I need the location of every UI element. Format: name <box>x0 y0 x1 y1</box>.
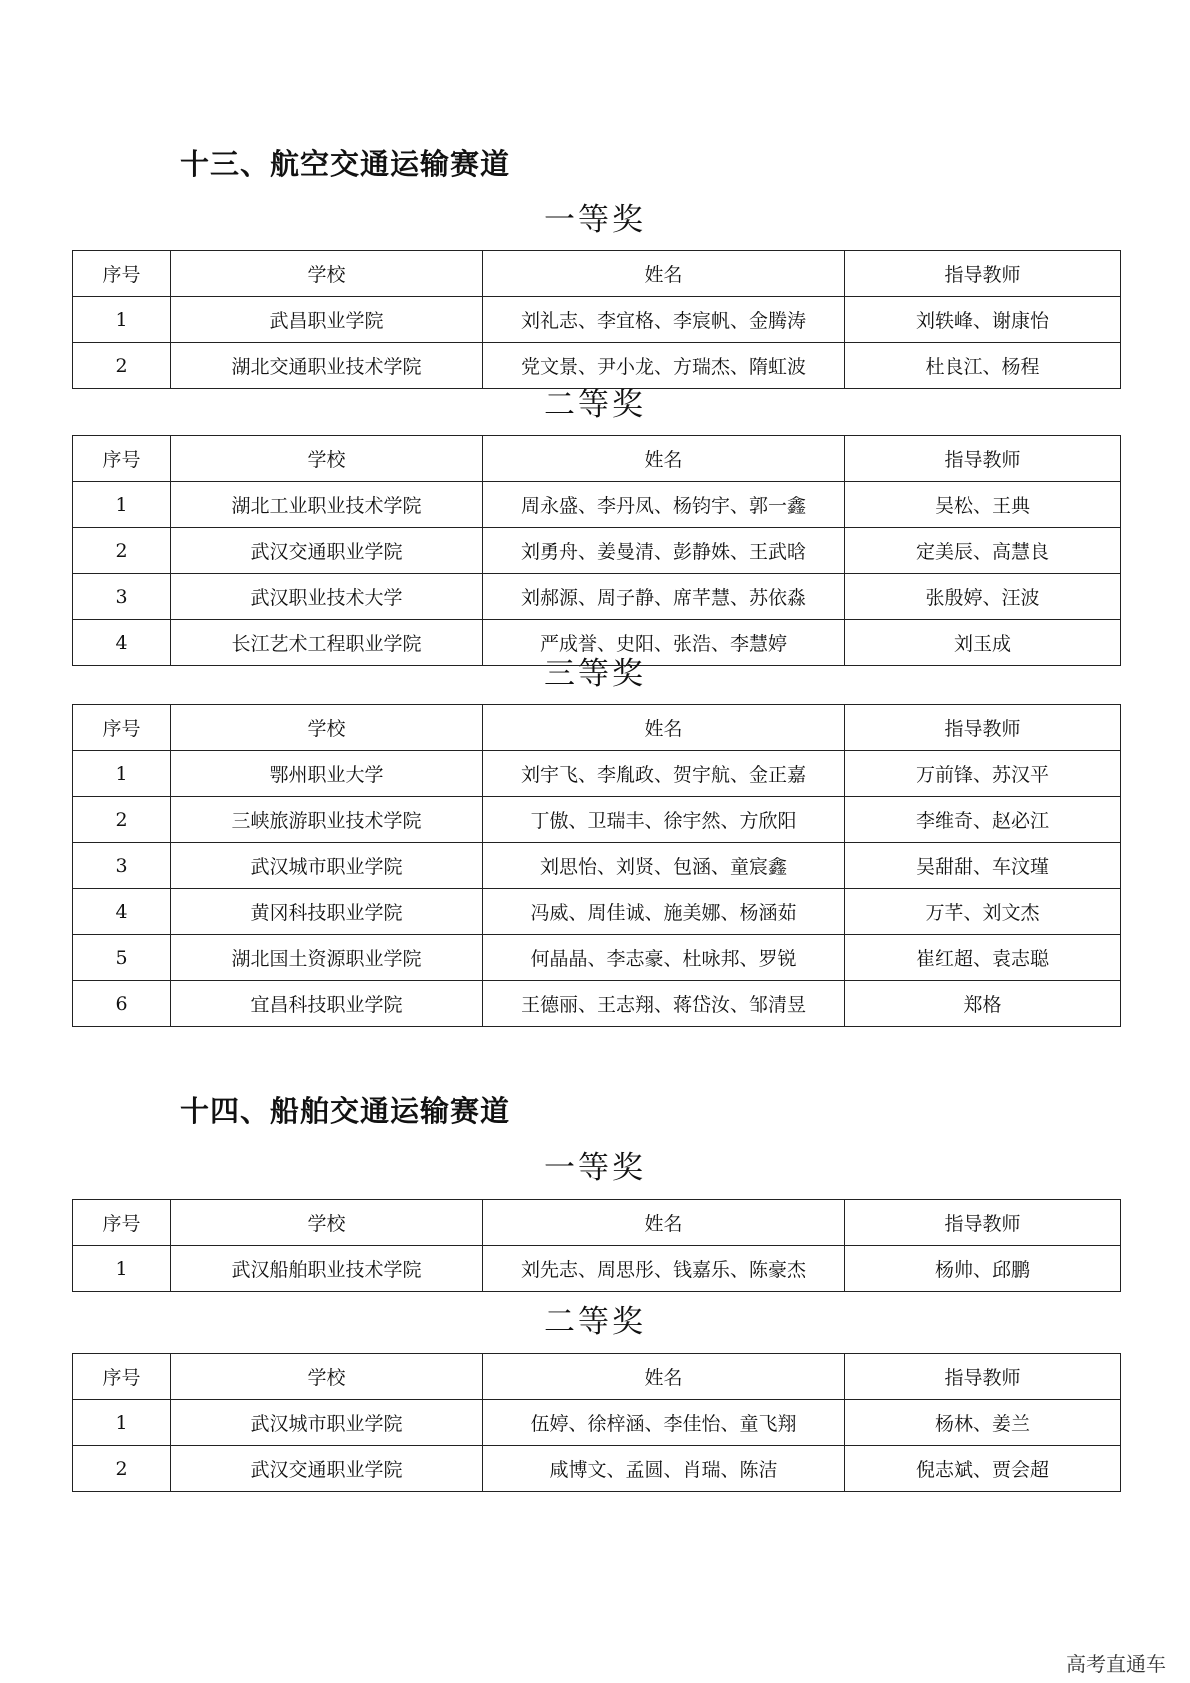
cell-teacher: 万前锋、苏汉平 <box>845 751 1121 797</box>
cell-no: 1 <box>73 751 171 797</box>
award-title: 一等奖 <box>544 202 646 238</box>
table-row <box>73 889 1121 935</box>
cell-names: 伍婷、徐梓涵、李佳怡、童飞翔 <box>483 1400 845 1446</box>
cell-names: 丁傲、卫瑞丰、徐宇然、方欣阳 <box>483 797 845 843</box>
table-row <box>73 751 1121 797</box>
cell-school: 武汉交通职业学院 <box>171 1446 483 1492</box>
cell-names: 何晶晶、李志豪、杜咏邦、罗锐 <box>483 935 845 981</box>
table-row <box>73 1400 1121 1446</box>
cell-school: 武汉城市职业学院 <box>171 843 483 889</box>
column-header-names: 姓名 <box>483 251 845 297</box>
column-header-no: 序号 <box>73 1354 171 1400</box>
cell-names: 咸博文、孟圆、肖瑞、陈洁 <box>483 1446 845 1492</box>
cell-no: 3 <box>73 843 171 889</box>
cell-no: 1 <box>73 297 171 343</box>
cell-school: 湖北工业职业技术学院 <box>171 482 483 528</box>
award-title: 二等奖 <box>544 387 646 423</box>
cell-school: 武汉船舶职业技术学院 <box>171 1246 483 1292</box>
cell-teacher: 定美辰、高慧良 <box>845 528 1121 574</box>
cell-school: 湖北国土资源职业学院 <box>171 935 483 981</box>
cell-no: 1 <box>73 482 171 528</box>
column-header-teacher: 指导教师 <box>845 251 1121 297</box>
cell-no: 2 <box>73 528 171 574</box>
cell-names: 刘思怡、刘贤、包涵、童宸鑫 <box>483 843 845 889</box>
table-header-row <box>73 436 1121 482</box>
cell-names: 刘郝源、周子静、席芊慧、苏依淼 <box>483 574 845 620</box>
cell-school: 武汉城市职业学院 <box>171 1400 483 1446</box>
column-header-school: 学校 <box>171 1354 483 1400</box>
table-header-row <box>73 705 1121 751</box>
column-header-school: 学校 <box>171 436 483 482</box>
section-title: 十四、船舶交通运输赛道 <box>180 1094 511 1128</box>
cell-school: 武昌职业学院 <box>171 297 483 343</box>
cell-no: 5 <box>73 935 171 981</box>
cell-names: 刘勇舟、姜曼清、彭静姝、王武晗 <box>483 528 845 574</box>
table-row <box>73 843 1121 889</box>
cell-names: 严成誉、史阳、张浩、李慧婷 <box>483 620 845 666</box>
cell-no: 1 <box>73 1246 171 1292</box>
watermark-text: 高考直通车 <box>1066 1652 1166 1676</box>
cell-teacher: 万芊、刘文杰 <box>845 889 1121 935</box>
award-title: 三等奖 <box>544 656 646 692</box>
cell-teacher: 张殷婷、汪波 <box>845 574 1121 620</box>
column-header-teacher: 指导教师 <box>845 1354 1121 1400</box>
table-header-row <box>73 1200 1121 1246</box>
award-title: 二等奖 <box>544 1304 646 1340</box>
table-row <box>73 935 1121 981</box>
cell-no: 2 <box>73 1446 171 1492</box>
table-row <box>73 482 1121 528</box>
award-table <box>72 704 1121 1027</box>
cell-teacher: 刘轶峰、谢康怡 <box>845 297 1121 343</box>
award-title: 一等奖 <box>544 1150 646 1186</box>
table-row <box>73 343 1121 389</box>
table-row <box>73 297 1121 343</box>
column-header-no: 序号 <box>73 436 171 482</box>
column-header-no: 序号 <box>73 1200 171 1246</box>
cell-teacher: 刘玉成 <box>845 620 1121 666</box>
table-row <box>73 574 1121 620</box>
column-header-teacher: 指导教师 <box>845 705 1121 751</box>
cell-no: 3 <box>73 574 171 620</box>
cell-no: 4 <box>73 889 171 935</box>
award-table <box>72 1199 1121 1292</box>
cell-teacher: 倪志斌、贾会超 <box>845 1446 1121 1492</box>
table-row <box>73 1246 1121 1292</box>
cell-names: 冯威、周佳诚、施美娜、杨涵茹 <box>483 889 845 935</box>
cell-no: 4 <box>73 620 171 666</box>
table-header-row <box>73 251 1121 297</box>
column-header-names: 姓名 <box>483 1354 845 1400</box>
cell-no: 2 <box>73 797 171 843</box>
column-header-no: 序号 <box>73 251 171 297</box>
table-row <box>73 1446 1121 1492</box>
table-header-row <box>73 1354 1121 1400</box>
cell-school: 黄冈科技职业学院 <box>171 889 483 935</box>
cell-school: 湖北交通职业技术学院 <box>171 343 483 389</box>
cell-teacher: 李维奇、赵必江 <box>845 797 1121 843</box>
cell-teacher: 杜良江、杨程 <box>845 343 1121 389</box>
column-header-teacher: 指导教师 <box>845 436 1121 482</box>
table-row <box>73 797 1121 843</box>
cell-school: 鄂州职业大学 <box>171 751 483 797</box>
cell-teacher: 崔红超、袁志聪 <box>845 935 1121 981</box>
cell-no: 1 <box>73 1400 171 1446</box>
section-title: 十三、航空交通运输赛道 <box>180 147 511 181</box>
cell-teacher: 杨林、姜兰 <box>845 1400 1121 1446</box>
cell-teacher: 杨帅、邱鹏 <box>845 1246 1121 1292</box>
cell-school: 长江艺术工程职业学院 <box>171 620 483 666</box>
column-header-school: 学校 <box>171 705 483 751</box>
cell-no: 6 <box>73 981 171 1027</box>
award-table <box>72 1353 1121 1492</box>
cell-school: 宜昌科技职业学院 <box>171 981 483 1027</box>
award-table <box>72 435 1121 666</box>
cell-teacher: 吴甜甜、车汶瑾 <box>845 843 1121 889</box>
cell-names: 刘宇飞、李胤政、贺宇航、金正嘉 <box>483 751 845 797</box>
cell-school: 武汉职业技术大学 <box>171 574 483 620</box>
cell-names: 王德丽、王志翔、蒋岱汝、邹清昱 <box>483 981 845 1027</box>
cell-teacher: 郑格 <box>845 981 1121 1027</box>
award-table <box>72 250 1121 389</box>
column-header-names: 姓名 <box>483 436 845 482</box>
cell-names: 周永盛、李丹凤、杨钧宇、郭一鑫 <box>483 482 845 528</box>
table-row <box>73 981 1121 1027</box>
cell-school: 三峡旅游职业技术学院 <box>171 797 483 843</box>
column-header-names: 姓名 <box>483 1200 845 1246</box>
column-header-school: 学校 <box>171 251 483 297</box>
cell-no: 2 <box>73 343 171 389</box>
table-row <box>73 528 1121 574</box>
column-header-no: 序号 <box>73 705 171 751</box>
cell-school: 武汉交通职业学院 <box>171 528 483 574</box>
column-header-school: 学校 <box>171 1200 483 1246</box>
column-header-teacher: 指导教师 <box>845 1200 1121 1246</box>
cell-names: 刘先志、周思彤、钱嘉乐、陈豪杰 <box>483 1246 845 1292</box>
cell-teacher: 吴松、王典 <box>845 482 1121 528</box>
column-header-names: 姓名 <box>483 705 845 751</box>
cell-names: 党文景、尹小龙、方瑞杰、隋虹波 <box>483 343 845 389</box>
cell-names: 刘礼志、李宜格、李宸帆、金腾涛 <box>483 297 845 343</box>
